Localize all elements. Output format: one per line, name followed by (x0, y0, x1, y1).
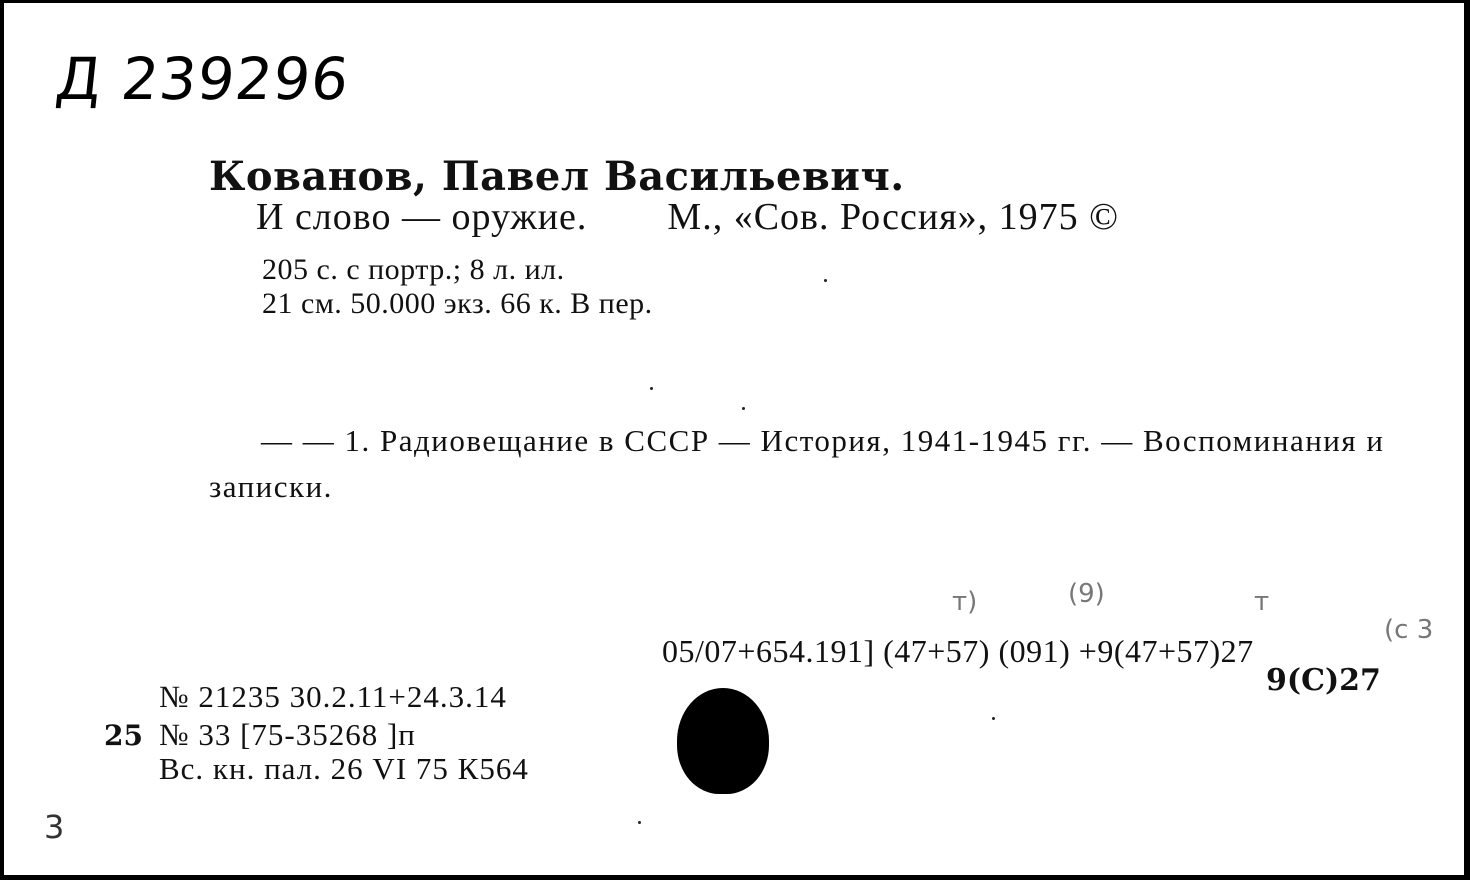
classification-index: 05/07+654.191] (47+57) (091) +9(47+57)27 (662, 633, 1254, 669)
accession-line-2: № 33 [75-35268 ]п (159, 717, 416, 752)
shelfmark: Д 239296 (52, 45, 353, 113)
book-title: И слово — оружие. (256, 196, 588, 238)
handwritten-mark-3: т (1254, 587, 1270, 617)
handwritten-mark-5: 3 (44, 808, 65, 846)
accession-line-3: Вс. кн. пал. 26 VI 75 К564 (159, 751, 529, 786)
title-imprint-line (256, 195, 1119, 239)
handwritten-mark-4: (с 3 (1384, 615, 1434, 645)
classification-code: 9(С)27 (1266, 663, 1381, 698)
speck (650, 387, 653, 390)
subject-heading: — — 1. Радиовещание в СССР — История, 1941-1945 гг. — Воспоминания и записки. (209, 423, 1385, 504)
punch-hole (677, 688, 769, 794)
speck (638, 821, 641, 824)
speck (992, 717, 995, 720)
handwritten-mark-1: т) (952, 587, 978, 617)
physical-description-1: 205 с. с портр.; 8 л. ил. (262, 253, 565, 286)
author-heading: Кованов, Павел Васильевич. (209, 153, 905, 200)
accession-number: 25 (104, 719, 143, 752)
speck (824, 279, 827, 282)
handwritten-mark-2: (9) (1068, 579, 1105, 609)
speck (742, 407, 745, 410)
physical-description-2: 21 см. 50.000 экз. 66 к. В пер. (262, 287, 653, 320)
imprint: М., «Сов. Россия», 1975 © (667, 196, 1120, 238)
accession-line-1: № 21235 30.2.11+24.3.14 (159, 679, 507, 714)
